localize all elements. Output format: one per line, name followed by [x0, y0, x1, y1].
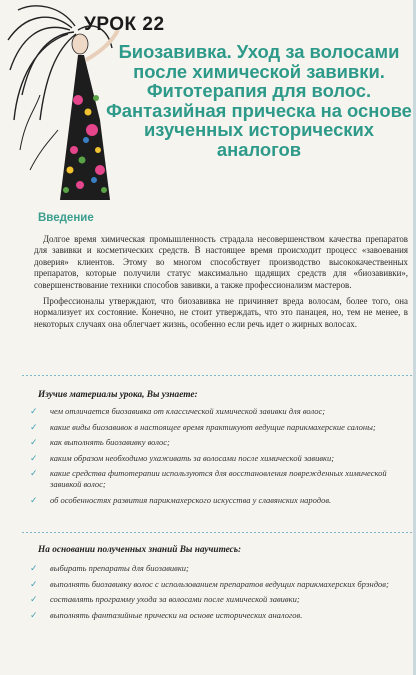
checkmark-icon: ✓ — [30, 594, 38, 605]
list-item: ✓ составлять программу ухода за волосами после химической завивки; — [30, 594, 300, 605]
checkmark-icon: ✓ — [30, 609, 38, 620]
learn-list — [24, 406, 404, 510]
intro-text — [34, 234, 408, 335]
checkmark-icon: ✓ — [30, 452, 38, 463]
list-item: ✓ выполнять биозавивку волос с использованием препаратов ведущих парикмахерских брэндов; — [30, 578, 389, 589]
list-item: ✓ об особенностях развития парикмахерского искусства у славянских народов. — [30, 494, 332, 505]
list-item: ✓ каким образом необходимо ухаживать за волосами после химической завивки; — [30, 452, 335, 463]
lesson-title: Биозавивка. Уход за волосами после химической завивки. Фитотерапия для волос. Фантазийная прическа на основе изученных исторических аналогов — [106, 41, 412, 160]
list-item: ✓ какие виды биозавивок в настоящее время практикуют ведущие парикмахерские салоны; — [30, 421, 376, 432]
checkmark-icon: ✓ — [30, 437, 38, 448]
checkmark-icon: ✓ — [30, 494, 38, 505]
list-item: ✓ чем отличается биозавивка от классической химической завивки для волос; — [30, 406, 326, 416]
divider — [22, 532, 416, 533]
skills-list — [24, 563, 404, 625]
skills-heading: На основании полученных знаний Вы научитесь: — [38, 545, 242, 555]
list-item: ✓ выбирать препараты для биозавивки; — [30, 563, 189, 573]
checkmark-icon: ✓ — [30, 468, 38, 479]
checkmark-icon: ✓ — [30, 563, 38, 573]
intro-heading: Введение — [38, 212, 94, 224]
lesson-number: УРОК 22 — [84, 14, 165, 35]
checkmark-icon: ✓ — [30, 406, 38, 416]
checkmark-icon: ✓ — [30, 578, 38, 589]
learn-heading: Изучив материалы урока, Вы узнаете: — [38, 390, 198, 400]
intro-paragraph: Долгое время химическая промышленность страдала несовершенством качества препаратов для завивки и косметических средств. В настоящее время происходит процесс «завоевания доверия» клиентов. Этому во многом способствует производство высококачественных препаратов, которые получили статус максимально щадящих средств для «биозавивки», совершенствование техники способов завивки, а также профессионализм мастеров. — [34, 234, 408, 290]
intro-paragraph: Профессионалы утверждают, что биозавивка не причиняет вреда волосам, более того, она нормализует их состояние. Конечно, не стоит утверждать, что это панацея, но, тем не менее, в некоторых случаях она облегчает жизнь, особенно если речь идет о жирных волосах. — [34, 296, 408, 329]
list-item: ✓ выполнять фантазийные прически на основе исторических аналогов. — [30, 609, 303, 620]
divider — [22, 375, 416, 376]
checkmark-icon: ✓ — [30, 421, 38, 432]
list-item: ✓ какие средства фитотерапии используются для восстановления поврежденных химической завивкой волос; — [30, 468, 387, 489]
list-item: ✓ как выполнять биозавивку волос; — [30, 437, 170, 448]
